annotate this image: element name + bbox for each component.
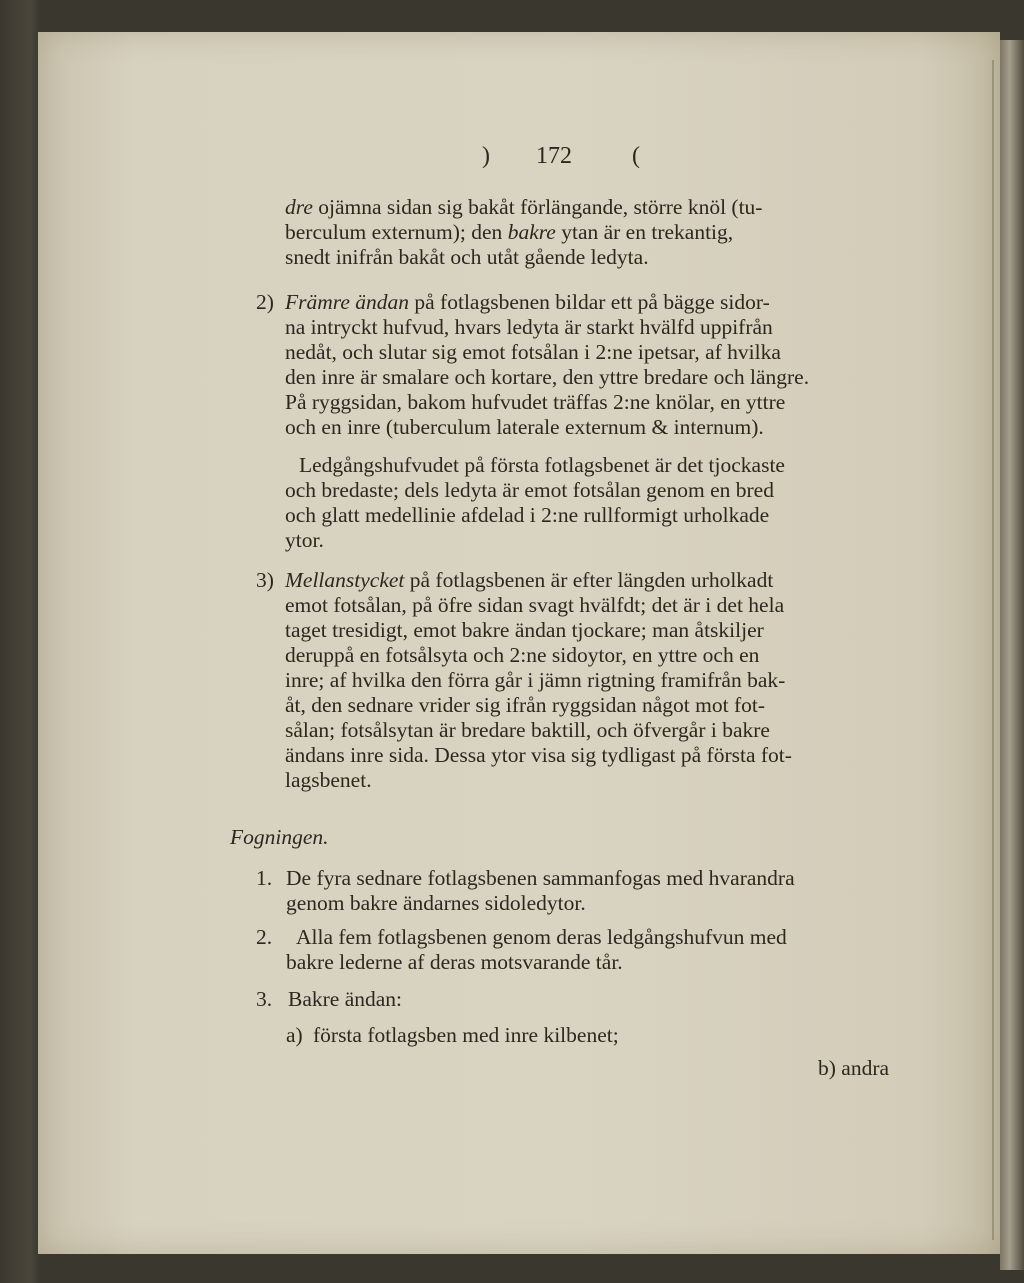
text-line: ändans inre sida. Dessa ytor visa sig tydligast på första fot- bbox=[285, 743, 792, 767]
text-line: bakre lederne af deras motsvarande tår. bbox=[286, 950, 623, 974]
header-left-mark: ) bbox=[482, 143, 490, 169]
text-line: genom bakre ändarnes sidoledytor. bbox=[286, 891, 586, 915]
intro-paragraph bbox=[285, 195, 762, 270]
text-line: och bredaste; dels ledyta är emot fotsålan genom en bred bbox=[285, 478, 774, 502]
sub-item-a-text: första fotlagsben med inre kilbenet; bbox=[313, 1023, 619, 1047]
text-line: Mellanstycket på fotlagsbenen är efter längden urholkadt bbox=[285, 568, 774, 592]
text-line: berculum externum); den bakre ytan är en trekantig, bbox=[285, 220, 734, 244]
text-line: snedt inifrån bakåt och utåt gående ledyta. bbox=[285, 245, 649, 269]
fog-item-3-number: 3. bbox=[256, 987, 273, 1011]
next-page-edge bbox=[1000, 40, 1024, 1270]
section-heading-fogningen: Fogningen. bbox=[230, 825, 329, 849]
page-number: 172 bbox=[536, 143, 572, 169]
fog-item-1 bbox=[286, 866, 795, 916]
item-3-paragraph bbox=[285, 568, 792, 793]
text-line: åt, den sednare vrider sig ifrån ryggsidan något mot fot- bbox=[285, 693, 766, 717]
text-line: dre ojämna sidan sig bakåt förlängande, större knöl (tu- bbox=[285, 195, 763, 219]
item-2-number: 2) bbox=[256, 290, 274, 314]
text-line: Främre ändan på fotlagsbenen bildar ett på bägge sidor- bbox=[285, 290, 770, 314]
fog-item-1-number: 1. bbox=[256, 866, 273, 890]
text-line: den inre är smalare och kortare, den yttre bredare och längre. bbox=[285, 365, 810, 389]
text-line: deruppå en fotsålsyta och 2:ne sidoytor, en yttre och en bbox=[285, 643, 760, 667]
item-3-number: 3) bbox=[256, 568, 274, 592]
page-gutter-line bbox=[992, 60, 994, 1240]
text-line: sålan; fotsålsytan är bredare baktill, och öfvergår i bakre bbox=[285, 718, 770, 742]
text-line: ytor. bbox=[285, 528, 324, 552]
sub-item-a-label: a) bbox=[286, 1023, 303, 1047]
text-line: taget tresidigt, emot bakre ändan tjockare; man åtskiljer bbox=[285, 618, 764, 642]
text-line: inre; af hvilka den förra går i jämn rigtning framifrån bak- bbox=[285, 668, 786, 692]
item-2-paragraph bbox=[285, 290, 809, 440]
text-line: na intryckt hufvud, hvars ledyta är starkt hvälfd uppifrån bbox=[285, 315, 773, 339]
text-line: Ledgångshufvudet på första fotlagsbenet är det tjockaste bbox=[299, 453, 785, 477]
text-line: och en inre (tuberculum laterale externum & internum). bbox=[285, 415, 764, 439]
catchword: b) andra bbox=[818, 1056, 890, 1080]
text-line: Alla fem fotlagsbenen genom deras ledgångshufvun med bbox=[296, 925, 787, 949]
header-right-mark: ( bbox=[632, 143, 640, 169]
text-line: lagsbenet. bbox=[285, 768, 372, 792]
fog-item-2 bbox=[286, 925, 787, 975]
text-line: nedåt, och slutar sig emot fotsålan i 2:ne ipetsar, af hvilka bbox=[285, 340, 781, 364]
text-line: På ryggsidan, bakom hufvudet träffas 2:ne knölar, en yttre bbox=[285, 390, 786, 414]
text-line: emot fotsålan, på öfre sidan svagt hvälfdt; det är i det hela bbox=[285, 593, 785, 617]
fog-item-3: Bakre ändan: bbox=[288, 987, 403, 1011]
ledgang-paragraph bbox=[285, 453, 785, 553]
text-line: och glatt medellinie afdelad i 2:ne rullformigt urholkade bbox=[285, 503, 770, 527]
text-line: De fyra sednare fotlagsbenen sammanfogas med hvarandra bbox=[286, 866, 795, 890]
fog-item-2-number: 2. bbox=[256, 925, 273, 949]
